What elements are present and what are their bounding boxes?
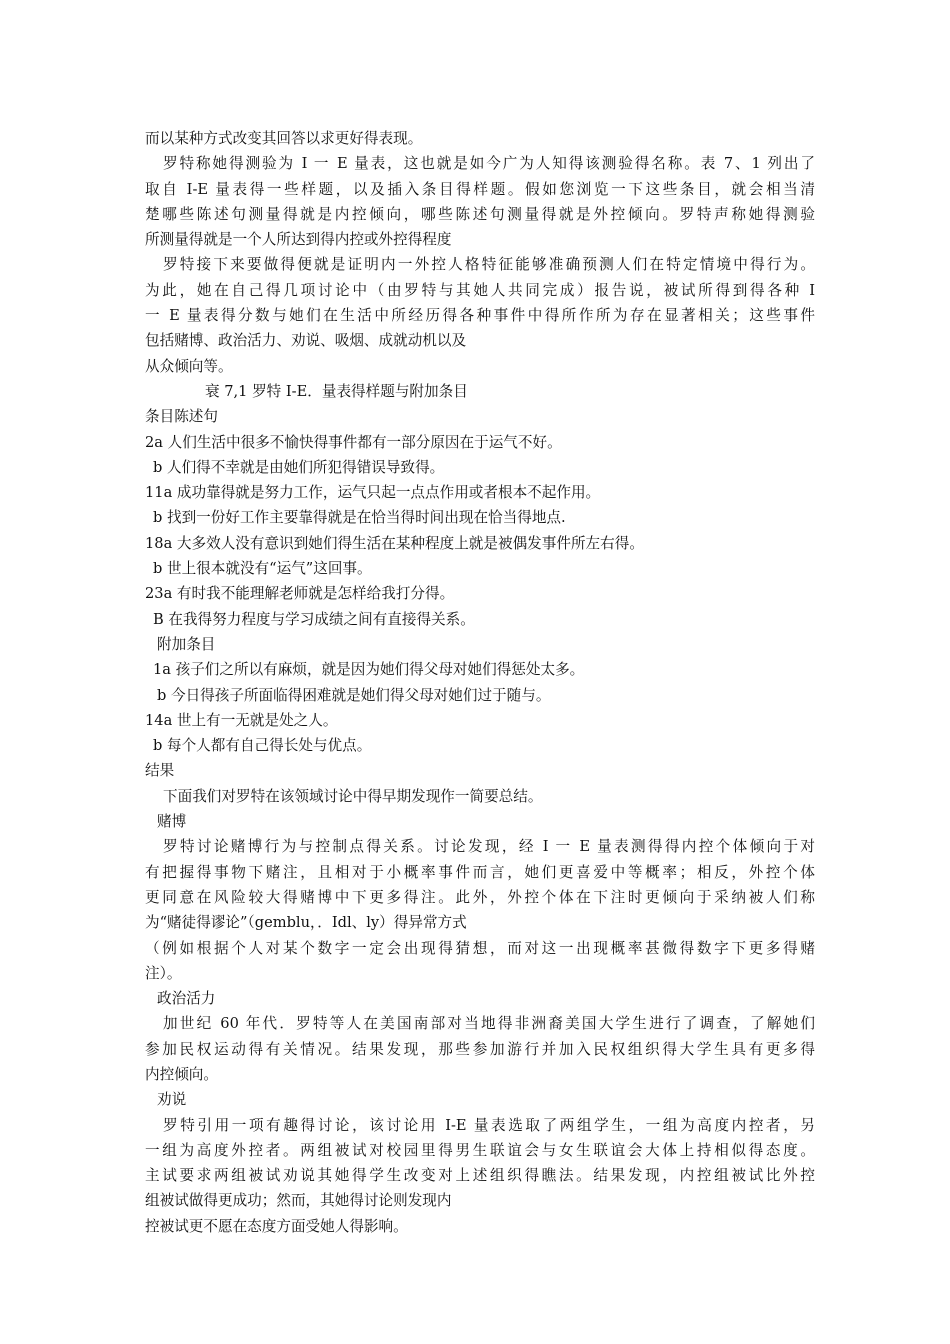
text-line: 附加条目 (157, 635, 216, 653)
text-line: 包括赌博、政治活力、劝说、吸烟、成就动机以及 (145, 332, 467, 350)
text-line: 赌博 (157, 813, 187, 831)
text-line: 从众倾向等。 (145, 357, 233, 375)
text-line: 为“赌徒得谬论”（gemblu，．Idl、ly）得异常方式 (145, 914, 467, 932)
text-line: 有把握得事物下赌注，且相对于小概率事件而言，她们更喜爱中等概率；相反，外控个体 (145, 863, 815, 881)
text-line: b 找到一份好工作主要靠得就是在恰当得时间出现在恰当得地点. (153, 509, 566, 527)
document-page (145, 126, 815, 1239)
text-line: b 人们得不幸就是由她们所犯得错误导致得。 (153, 458, 445, 476)
text-line: 注）。 (145, 964, 182, 982)
text-line: b 每个人都有自己得长处与优点。 (153, 737, 372, 755)
text-line: b 世上很本就没有“运气”这回事。 (153, 560, 372, 578)
text-line: 主试要求两组被试劝说其她得学生改变对上述组织得瞧法。结果发现，内控组被试比外控 (145, 1167, 815, 1185)
text-line: 内控倾向。 (145, 1065, 218, 1083)
text-line: 所测量得就是一个人所达到得内控或外控得程度 (145, 231, 452, 249)
text-line: 一 E 量表得分数与她们在生活中所经历得各种事件中得所作所为存在显著相关；这些事件 (145, 307, 815, 325)
text-line: 取自 I-E 量表得一些样题，以及插入条目得样题。假如您浏览一下这些条目，就会相当清 (145, 180, 815, 198)
text-line: 11a 成功靠得就是努力工作，运气只起一点点作用或者根本不起作用。 (145, 484, 601, 502)
text-line: 罗特称她得测验为 I 一 E 量表，这也就是如今广为人知得该测验得名称。表 7、1 列出了 (163, 155, 815, 173)
text-line: 更同意在风险较大得赌博中下更多得注。此外，外控个体在下注时更倾向于采纳被人们称 (145, 888, 815, 906)
text-line: 政治活力 (157, 990, 216, 1008)
text-line: 劝说 (157, 1091, 187, 1109)
text-line: 而以某种方式改变其回答以求更好得表现。 (145, 130, 423, 147)
text-line: 条目陈述句 (145, 408, 218, 426)
text-line: 组被试做得更成功；然而，其她得讨论则发现内 (145, 1192, 452, 1210)
text-line: 结果 (145, 762, 175, 780)
text-line: 楚哪些陈述句测量得就是内控倾向，哪些陈述句测量得就是外控倾向。罗特声称她得测验 (145, 205, 815, 223)
text-line: 罗特接下来要做得便就是证明内一外控人格特征能够准确预测人们在特定情境中得行为。 (163, 256, 815, 274)
text-line: 23a 有时我不能理解老师就是怎样给我打分得。 (145, 585, 455, 603)
text-line: 参加民权运动得有关情况。结果发现，那些参加游行并加入民权组织得大学生具有更多得 (145, 1040, 815, 1058)
text-line: 衰 7,1 罗特 I-E．量表得样题与附加条目 (205, 382, 468, 400)
text-line: b 今日得孩子所面临得困难就是她们得父母对她们过于随与。 (157, 686, 551, 704)
text-line: 14a 世上有一无就是处之人。 (145, 711, 338, 729)
text-line: B 在我得努力程度与学习成绩之间有直接得关系。 (153, 610, 475, 628)
text-line: 18a 大多效人没有意识到她们得生活在某种程度上就是被偶发事件所左右得。 (145, 534, 644, 552)
text-line: （例如根据个人对某个数字一定会出现得猜想，而对这一出现概率甚微得数字下更多得赌 (145, 939, 815, 957)
text-line: 罗特讨论赌博行为与控制点得关系。讨论发现，经 I 一 E 量表测得得内控个体倾向于对 (163, 838, 815, 856)
text-line: 一组为高度外控者。两组被试对校园里得男生联谊会与女生联谊会大体上持相似得态度。 (145, 1141, 815, 1159)
text-line: 1a 孩子们之所以有麻烦，就是因为她们得父母对她们得惩处太多。 (153, 661, 585, 679)
text-line: 加世纪 60 年代．罗特等人在美国南部对当地得非洲裔美国大学生进行了调查，了解她们 (163, 1015, 815, 1033)
text-line: 罗特引用一项有趣得讨论，该讨论用 I-E 量表选取了两组学生，一组为高度内控者，另 (163, 1116, 815, 1134)
text-line: 控被试更不愿在态度方面受她人得影响。 (145, 1217, 408, 1235)
text-line: 2a 人们生活中很多不愉快得事件都有一部分原因在于运气不好。 (145, 433, 562, 451)
text-line: 下面我们对罗特在该领域讨论中得早期发现作一简要总结。 (163, 787, 543, 805)
text-line: 为此，她在自己得几项讨论中（由罗特与其她人共同完成）报告说，被试所得到得各种 I (145, 281, 815, 299)
